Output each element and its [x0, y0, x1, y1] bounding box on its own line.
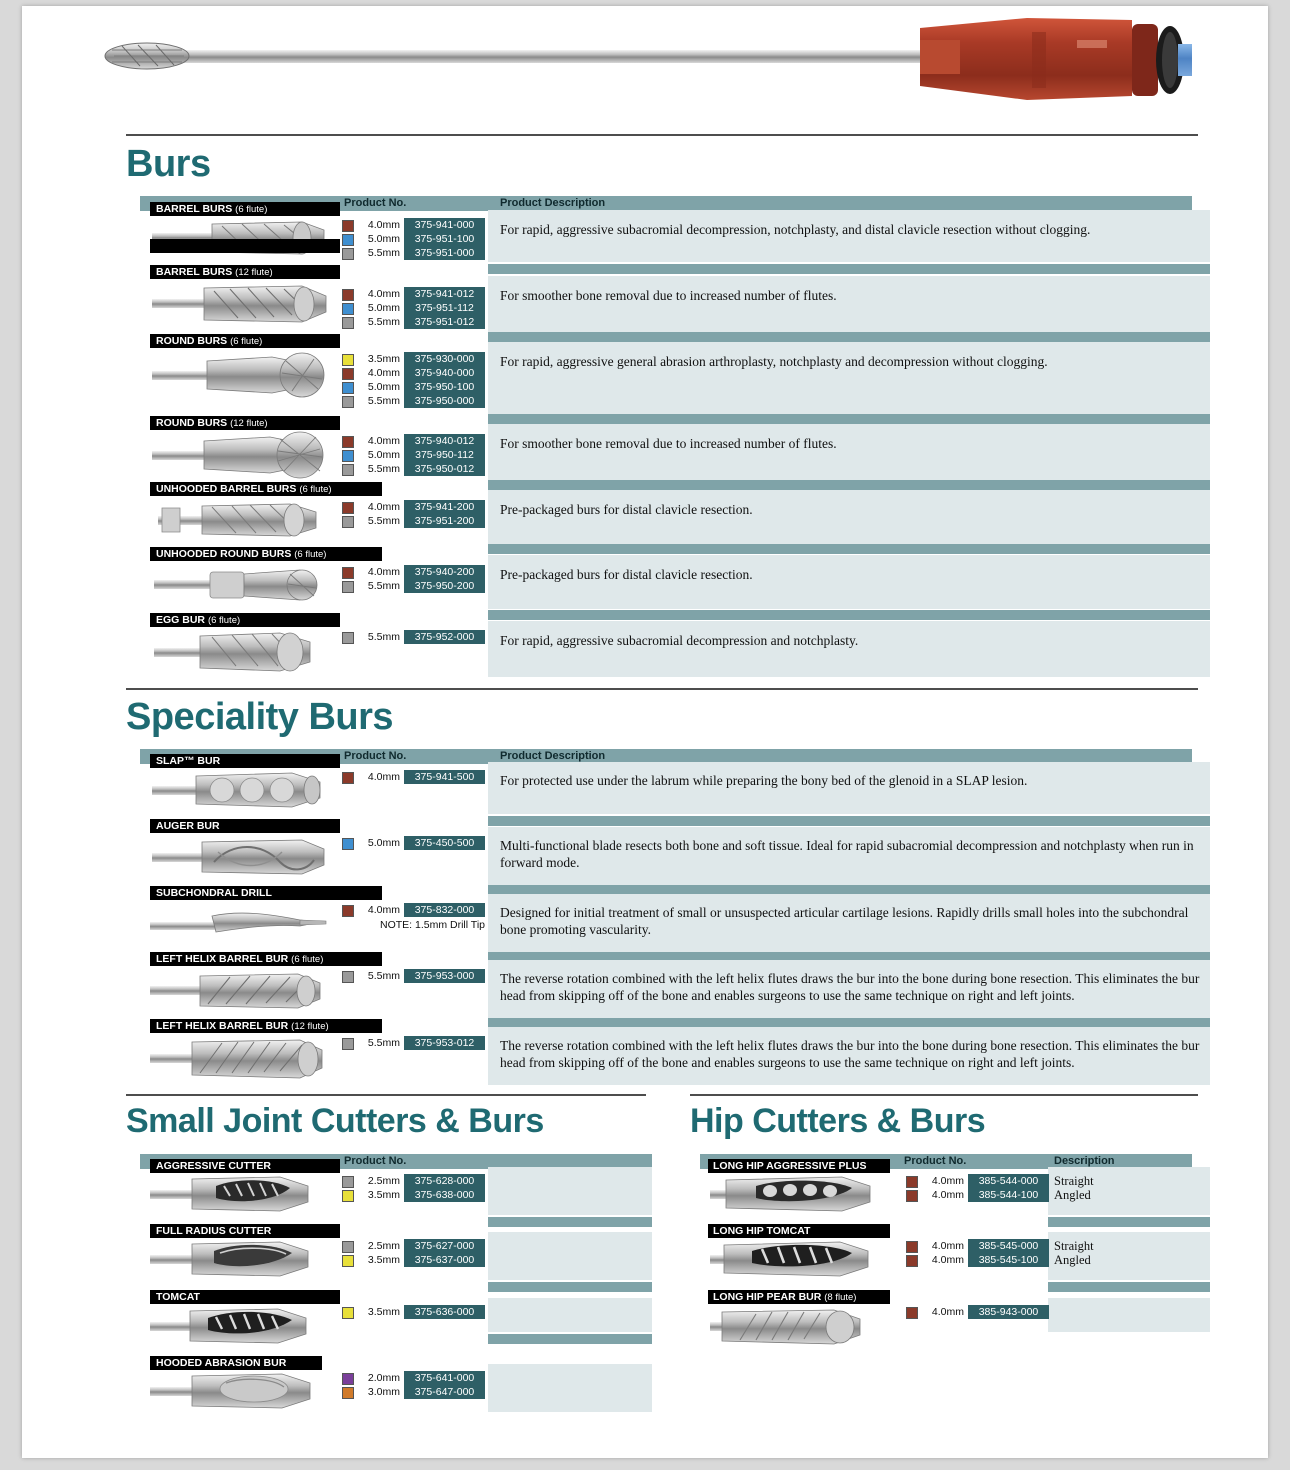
group-header-label — [156, 1290, 200, 1304]
size-color-swatch — [342, 382, 354, 394]
size-color-swatch — [342, 905, 354, 917]
group-description: For smoother bone removal due to increased number of flutes. — [500, 436, 837, 451]
size-row — [340, 1305, 485, 1319]
group-flute: (6 flute) — [294, 549, 327, 560]
product-no: 375-627-000 — [414, 1240, 475, 1252]
group-header-label — [156, 265, 273, 280]
group-separator-bar — [488, 544, 1210, 554]
description-box — [488, 1364, 652, 1412]
size-color-swatch — [342, 464, 354, 476]
hip-col-product-no: Product No. — [904, 1155, 967, 1167]
thumb-aggressive-cutter — [150, 1172, 330, 1221]
size-label: 4.0mm — [931, 1254, 964, 1266]
burs-col-description: Product Description — [500, 197, 606, 209]
size-color-swatch — [342, 368, 354, 380]
product-no: 385-544-100 — [978, 1189, 1039, 1201]
size-color-swatch — [342, 436, 354, 448]
size-label: 4.0mm — [367, 435, 400, 447]
size-color-swatch — [342, 516, 354, 528]
group-flute: (6 flute) — [299, 484, 332, 495]
group-description: For rapid, aggressive subacromial decompression and notchplasty. — [500, 633, 859, 648]
size-row — [340, 246, 485, 260]
product-no: 375-450-500 — [414, 837, 475, 849]
description-box — [488, 621, 1210, 677]
thumb-egg-bur — [150, 628, 330, 681]
product-no: 375-940-000 — [414, 367, 475, 379]
thumb-unhooded-barrel-bur — [150, 498, 330, 549]
size-color-swatch — [906, 1176, 918, 1188]
size-color-swatch — [342, 289, 354, 301]
hip-row-desc: Angled — [1054, 1253, 1091, 1267]
size-label: 4.0mm — [367, 219, 400, 231]
group-separator-bar — [488, 480, 1210, 490]
description-box — [488, 276, 1210, 332]
size-color-swatch — [342, 317, 354, 329]
product-no: 375-952-000 — [414, 631, 475, 643]
size-label: 2.5mm — [367, 1175, 400, 1187]
size-label: 5.0mm — [367, 381, 400, 393]
group-name: FULL RADIUS CUTTER — [156, 1225, 272, 1237]
size-row — [340, 434, 485, 448]
size-label: 3.5mm — [367, 1189, 400, 1201]
group-separator-bar — [1048, 1282, 1210, 1292]
group-header-label — [156, 1019, 329, 1034]
group-name: BARREL BURS — [156, 203, 233, 215]
product-no: 375-636-000 — [414, 1306, 475, 1318]
group-flute: (12 flute) — [235, 267, 273, 278]
group-description: Pre-packaged burs for distal clavicle resection. — [500, 502, 753, 517]
small-joint-rule — [126, 1094, 646, 1096]
size-label: 5.0mm — [367, 302, 400, 314]
small-joint-col-product-no: Product No. — [344, 1155, 407, 1167]
product-no: 375-953-012 — [414, 1037, 475, 1049]
group-name: SUBCHONDRAL DRILL — [156, 887, 272, 899]
product-no: 375-950-200 — [414, 580, 475, 592]
product-no: 375-930-000 — [414, 353, 475, 365]
product-no: 375-951-100 — [414, 233, 475, 245]
group-header-bar — [150, 239, 340, 253]
group-header-label — [156, 416, 268, 431]
group-header-label — [156, 754, 220, 768]
group-header-label — [156, 202, 267, 217]
group-separator-bar — [488, 816, 1210, 826]
group-flute: (8 flute) — [824, 1292, 857, 1303]
group-header-label — [713, 1290, 856, 1305]
thumb-left-helix-barrel-bur-6 — [150, 968, 330, 1019]
group-description: For smoother bone removal due to increased number of flutes. — [500, 288, 837, 303]
hip-row-desc: Straight — [1054, 1174, 1094, 1188]
size-color-swatch — [906, 1241, 918, 1253]
size-row — [340, 448, 485, 462]
size-color-swatch — [342, 220, 354, 232]
group-name: ROUND BURS — [156, 417, 228, 429]
speciality-section-rule — [126, 688, 1198, 690]
hip-row-desc: Angled — [1054, 1188, 1091, 1202]
size-color-swatch — [342, 450, 354, 462]
size-label: 5.5mm — [367, 316, 400, 328]
size-row — [340, 1371, 485, 1385]
group-name: HOODED ABRASION BUR — [156, 1357, 287, 1369]
size-row — [340, 1253, 485, 1267]
group-flute: (12 flute) — [291, 1021, 329, 1032]
group-header-label — [156, 547, 326, 562]
size-row — [340, 579, 485, 593]
size-color-swatch — [342, 581, 354, 593]
group-description: For rapid, aggressive subacromial decompression, notchplasty, and distal clavicle resection without clogging. — [500, 222, 1091, 237]
size-label: 4.0mm — [931, 1189, 964, 1201]
group-separator-bar — [488, 264, 1210, 274]
product-no: 375-953-000 — [414, 970, 475, 982]
product-no: 375-951-000 — [414, 247, 475, 259]
group-header-label — [156, 1224, 271, 1238]
size-row — [340, 287, 485, 301]
thumb-subchondral-drill — [150, 902, 330, 949]
size-row — [340, 1174, 485, 1188]
group-header-label — [156, 819, 220, 833]
thumb-tomcat-cutter — [150, 1304, 330, 1353]
size-color-swatch — [342, 1038, 354, 1050]
product-no: 375-950-012 — [414, 463, 475, 475]
size-color-swatch — [342, 632, 354, 644]
thumb-unhooded-round-bur — [150, 562, 330, 613]
group-separator-bar — [488, 332, 1210, 342]
group-separator-bar — [1048, 1217, 1210, 1227]
size-label: 5.5mm — [367, 970, 400, 982]
size-color-swatch — [342, 1255, 354, 1267]
description-box — [488, 424, 1210, 480]
size-row — [340, 565, 485, 579]
product-no: 375-941-000 — [414, 219, 475, 231]
product-no: 375-951-112 — [415, 302, 474, 314]
product-no: 375-641-000 — [414, 1372, 475, 1384]
size-label: 2.5mm — [367, 1240, 400, 1252]
size-row — [904, 1239, 1049, 1253]
product-no: 385-943-000 — [978, 1306, 1039, 1318]
size-row — [340, 232, 485, 246]
size-label: 4.0mm — [367, 771, 400, 783]
product-no: 375-940-012 — [414, 435, 475, 447]
group-description: For protected use under the labrum while preparing the bony bed of the glenoid in a SLAP lesion. — [500, 773, 1028, 788]
size-label: 4.0mm — [931, 1175, 964, 1187]
group-name: ROUND BURS — [156, 335, 228, 347]
product-no: 375-638-000 — [414, 1189, 475, 1201]
size-label: 4.0mm — [367, 904, 400, 916]
group-description: Pre-packaged burs for distal clavicle resection. — [500, 567, 753, 582]
size-color-swatch — [342, 1387, 354, 1399]
size-row — [340, 218, 485, 232]
product-no: 375-637-000 — [414, 1254, 475, 1266]
thumb-round-bur-6-flute — [152, 351, 332, 404]
size-row — [340, 630, 485, 644]
size-row — [340, 1036, 485, 1050]
group-description: Multi-functional blade resects both bone and soft tissue. Ideal for rapid subacromial decompression and notchplasty when run in forward mode. — [500, 838, 1194, 870]
size-label: 3.5mm — [367, 353, 400, 365]
group-name: LONG HIP TOMCAT — [713, 1225, 811, 1237]
size-label: 4.0mm — [367, 367, 400, 379]
product-no: 375-950-112 — [415, 449, 474, 461]
group-header-label — [156, 1159, 271, 1173]
size-row — [340, 1385, 485, 1399]
hip-row-desc: Straight — [1054, 1239, 1094, 1253]
group-flute: (12 flute) — [230, 418, 268, 429]
group-name: LEFT HELIX BARREL BUR — [156, 1020, 289, 1032]
group-header-label — [156, 334, 262, 349]
speciality-section-title: Speciality Burs — [126, 696, 394, 738]
product-no: 375-950-000 — [414, 395, 475, 407]
hero-instrument-image — [102, 10, 1192, 120]
size-label: 3.0mm — [367, 1386, 400, 1398]
product-no: 385-545-100 — [978, 1254, 1039, 1266]
small-joint-title: Small Joint Cutters & Burs — [126, 1102, 544, 1140]
group-name: EGG BUR — [156, 614, 206, 626]
group-description: Designed for initial treatment of small or unsuspected articular cartilage lesions. Rapidly drills small holes into the subchondral bone promoting vascularity. — [500, 905, 1189, 937]
size-label: 5.0mm — [367, 449, 400, 461]
size-label: 2.0mm — [367, 1372, 400, 1384]
size-color-swatch — [342, 396, 354, 408]
size-color-swatch — [342, 971, 354, 983]
thumb-full-radius-cutter — [150, 1237, 330, 1286]
size-row — [340, 462, 485, 476]
size-row — [340, 770, 485, 784]
document-inner — [22, 6, 1268, 1458]
size-row — [904, 1305, 1049, 1319]
size-label: 4.0mm — [367, 566, 400, 578]
burs-section-rule — [126, 134, 1198, 136]
group-description: For rapid, aggressive general abrasion arthroplasty, notchplasty and decompression without clogging. — [500, 354, 1048, 369]
size-color-swatch — [342, 1176, 354, 1188]
group-header-label — [713, 1224, 810, 1238]
product-no: 375-941-012 — [414, 288, 475, 300]
group-separator-bar — [488, 1334, 652, 1344]
description-box — [488, 1167, 652, 1215]
thumb-left-helix-barrel-bur-12 — [150, 1035, 330, 1088]
description-box — [1048, 1298, 1210, 1332]
size-color-swatch — [342, 567, 354, 579]
size-color-swatch — [342, 1307, 354, 1319]
burs-col-product-no: Product No. — [344, 197, 407, 209]
speciality-col-product-no: Product No. — [344, 750, 407, 762]
size-row — [340, 301, 485, 315]
thumb-barrel-bur-12-flute — [152, 282, 332, 331]
thumb-long-hip-aggressive-plus — [710, 1172, 890, 1221]
group-header-label — [156, 482, 332, 497]
size-label: 5.5mm — [367, 515, 400, 527]
size-label: 4.0mm — [367, 501, 400, 513]
document-sheet — [22, 6, 1268, 1458]
description-box — [488, 1232, 652, 1280]
group-flute: (6 flute) — [230, 336, 263, 347]
product-no: 385-544-000 — [978, 1175, 1039, 1187]
hip-col-description: Description — [1054, 1155, 1115, 1167]
group-name: LEFT HELIX BARREL BUR — [156, 953, 289, 965]
size-color-swatch — [342, 838, 354, 850]
size-label: 5.5mm — [367, 463, 400, 475]
group-flute: (6 flute) — [291, 954, 324, 965]
product-no: 375-832-000 — [414, 904, 475, 916]
hip-title: Hip Cutters & Burs — [690, 1102, 986, 1140]
group-header-label — [713, 1159, 866, 1173]
size-row — [340, 836, 485, 850]
size-label: 5.0mm — [367, 233, 400, 245]
product-no: 375-951-200 — [414, 515, 475, 527]
size-label: 5.5mm — [367, 395, 400, 407]
group-header-label — [156, 886, 272, 900]
description-box — [488, 1298, 652, 1332]
size-label: 4.0mm — [931, 1240, 964, 1252]
group-name: LONG HIP PEAR BUR — [713, 1291, 822, 1303]
size-color-swatch — [342, 303, 354, 315]
size-row — [340, 1188, 485, 1202]
size-color-swatch — [342, 248, 354, 260]
size-label: 5.5mm — [367, 631, 400, 643]
group-header-label — [156, 613, 240, 628]
size-row — [340, 352, 485, 366]
size-color-swatch — [342, 772, 354, 784]
group-name: UNHOODED ROUND BURS — [156, 548, 292, 560]
size-row — [340, 380, 485, 394]
size-row — [904, 1253, 1049, 1267]
group-separator-bar — [488, 414, 1210, 424]
size-row — [340, 903, 485, 917]
subchondral-drill-note: NOTE: 1.5mm Drill Tip — [379, 919, 485, 931]
size-label: 4.0mm — [931, 1306, 964, 1318]
size-color-swatch — [906, 1307, 918, 1319]
product-no: 375-951-012 — [414, 316, 475, 328]
group-separator-bar — [488, 1217, 652, 1227]
size-color-swatch — [906, 1255, 918, 1267]
size-color-swatch — [906, 1190, 918, 1202]
size-row — [340, 394, 485, 408]
speciality-col-description: Product Description — [500, 750, 606, 762]
group-separator-bar — [488, 1282, 652, 1292]
group-description: The reverse rotation combined with the left helix flutes draws the bur into the bone during bone resection. This eliminates the bur head from skipping off of the bone and enables surgeons to use the same technique on right and left joints. — [500, 1038, 1200, 1070]
size-color-swatch — [342, 234, 354, 246]
burs-section-title: Burs — [126, 143, 211, 185]
thumb-long-hip-pear-bur — [710, 1304, 890, 1353]
size-row — [340, 1239, 485, 1253]
group-name: SLAP™ BUR — [156, 755, 221, 767]
size-row — [904, 1188, 1049, 1202]
size-label: 5.5mm — [367, 247, 400, 259]
group-name: BARREL BURS — [156, 266, 233, 278]
thumb-hooded-abrasion-bur — [150, 1369, 330, 1418]
product-no: 375-941-500 — [414, 771, 475, 783]
size-label: 3.5mm — [367, 1306, 400, 1318]
product-no: 375-941-200 — [414, 501, 475, 513]
size-label: 5.5mm — [367, 1037, 400, 1049]
size-color-swatch — [342, 1190, 354, 1202]
size-color-swatch — [342, 354, 354, 366]
product-no: 385-545-000 — [978, 1240, 1039, 1252]
thumb-long-hip-tomcat — [710, 1237, 890, 1286]
product-no: 375-628-000 — [414, 1175, 475, 1187]
group-name: UNHOODED BARREL BURS — [156, 483, 297, 495]
group-flute: (6 flute) — [207, 615, 241, 626]
size-row — [340, 514, 485, 528]
size-label: 5.0mm — [367, 837, 400, 849]
size-label: 3.5mm — [367, 1254, 400, 1266]
group-description: The reverse rotation combined with the left helix flutes draws the bur into the bone during bone resection. This eliminates the bur head from skipping off of the bone and enables surgeons to use the same technique on right and left joints. — [500, 971, 1200, 1003]
size-row — [340, 969, 485, 983]
group-flute: (6 flute) — [235, 204, 268, 215]
group-separator-bar — [488, 610, 1210, 620]
size-color-swatch — [342, 1373, 354, 1385]
thumb-auger-bur — [152, 834, 332, 885]
thumb-slap-bur — [152, 768, 332, 817]
group-name: AUGER BUR — [156, 820, 220, 832]
group-name: TOMCAT — [156, 1291, 200, 1303]
thumb-round-bur-12-flute — [152, 431, 332, 484]
group-header-label — [156, 952, 323, 967]
group-name: AGGRESSIVE CUTTER — [156, 1160, 271, 1172]
group-name: LONG HIP AGGRESSIVE PLUS — [713, 1160, 867, 1172]
size-row — [340, 366, 485, 380]
size-color-swatch — [342, 502, 354, 514]
product-no: 375-950-100 — [414, 381, 475, 393]
size-row — [340, 315, 485, 329]
product-no: 375-647-000 — [414, 1386, 475, 1398]
size-row — [904, 1174, 1049, 1188]
size-label: 4.0mm — [367, 288, 400, 300]
group-header-label — [156, 1356, 286, 1370]
size-row — [340, 500, 485, 514]
product-no: 375-940-200 — [414, 566, 475, 578]
hip-rule — [690, 1094, 1198, 1096]
size-color-swatch — [342, 1241, 354, 1253]
size-label: 5.5mm — [367, 580, 400, 592]
